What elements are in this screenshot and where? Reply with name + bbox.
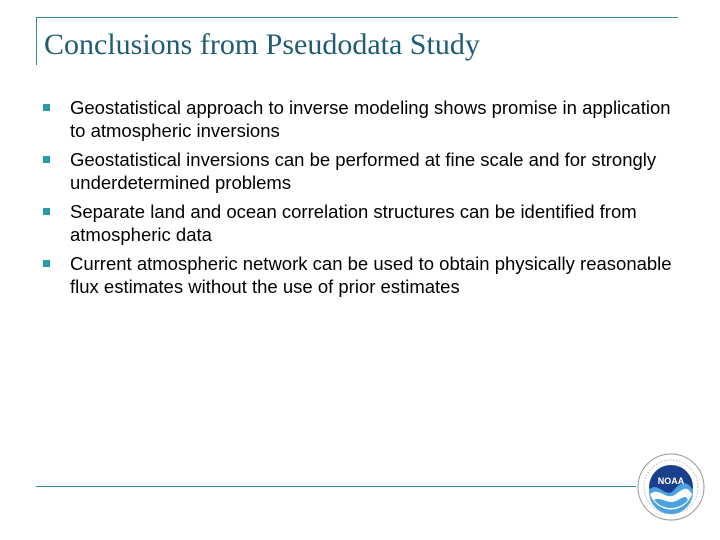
- square-bullet-icon: [43, 156, 50, 163]
- square-bullet-icon: [43, 104, 50, 111]
- bullet-item: [40, 200, 680, 246]
- bullet-item: [40, 252, 680, 298]
- noaa-logo-icon: [636, 452, 706, 522]
- slide-title: Conclusions from Pseudodata Study: [44, 28, 480, 61]
- bullet-item: [40, 148, 680, 194]
- top-divider: [36, 17, 678, 18]
- left-divider: [36, 17, 37, 65]
- bullet-text: Current atmospheric network can be used to obtain physically reasonable flux estimates without the use of prior estimates: [70, 253, 672, 297]
- bullet-item: [40, 96, 680, 142]
- square-bullet-icon: [43, 260, 50, 267]
- bullet-text: Geostatistical approach to inverse modeling shows promise in application to atmospheric inversions: [70, 97, 671, 141]
- bullet-text: Geostatistical inversions can be performed at fine scale and for strongly underdetermined problems: [70, 149, 657, 193]
- bullet-text: Separate land and ocean correlation structures can be identified from atmospheric data: [70, 201, 637, 245]
- bullet-list: [40, 96, 680, 304]
- square-bullet-icon: [43, 208, 50, 215]
- noaa-logo-text: NOAA: [657, 476, 685, 486]
- bottom-divider: [36, 486, 636, 487]
